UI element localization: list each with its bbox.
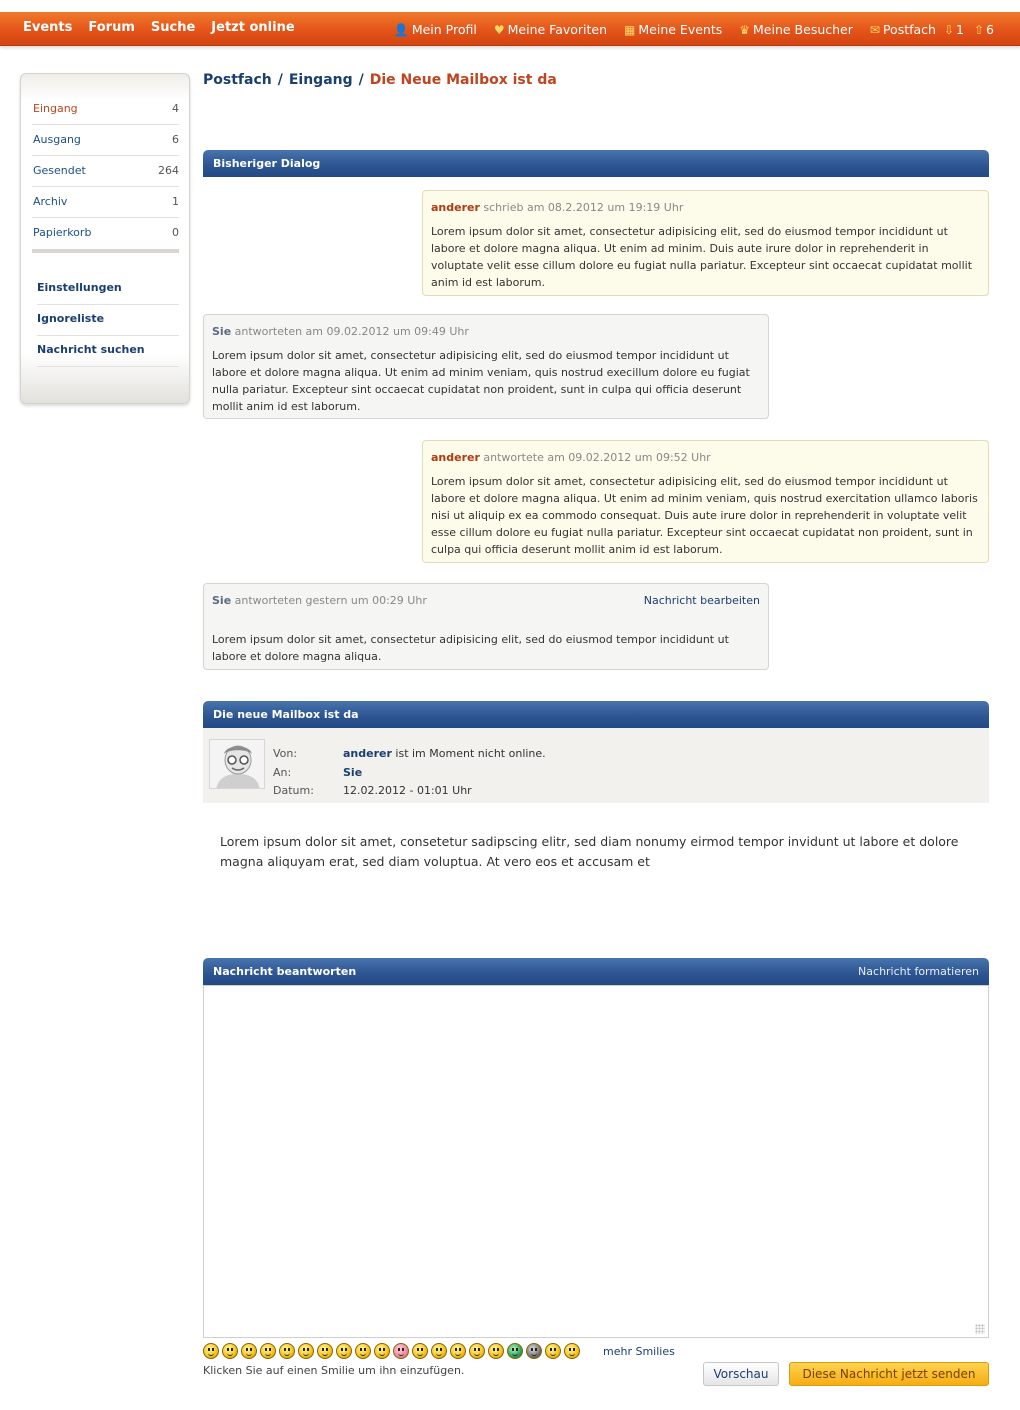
message-author[interactable]: anderer — [431, 451, 480, 464]
nav-label: Meine Besucher — [753, 22, 853, 37]
nav-suche[interactable]: Suche — [150, 20, 196, 35]
dialog-message — [422, 440, 989, 563]
message-details — [203, 728, 989, 803]
smiley-icon[interactable] — [336, 1343, 352, 1359]
avatar[interactable] — [209, 739, 265, 789]
message-body: Lorem ipsum dolor sit amet, consetetur sadipscing elitr, sed diam nonumy eirmod tempor invidunt ut labore et dolore magna aliquyam erat, sed diam voluptua. At vero eos et accusam et — [220, 834, 959, 869]
nav-meine-events[interactable] — [624, 22, 722, 37]
message-text: Lorem ipsum dolor sit amet, consectetur adipisicing elit, sed do eiusmod tempor incididunt ut labore et dolore magna aliqua. Ut enim ad minim veniam, quis nostrud execillum dolore eu fugiat nulla pariatur. Excepteur sint occaecat cupidatat non proident, sunt in culpa qui officia deserunt mollit anim id est laborum. — [212, 349, 750, 413]
link-ignoreliste[interactable]: Ignoreliste — [37, 305, 179, 336]
message-header-bar — [203, 701, 989, 728]
nav-jetzt-online[interactable]: Jetzt online — [211, 20, 295, 35]
counter-value: 6 — [986, 22, 994, 37]
nav-meine-besucher[interactable] — [739, 22, 853, 37]
message-header — [212, 323, 760, 340]
link-einstellungen[interactable]: Einstellungen — [37, 274, 179, 305]
folder-eingang[interactable] — [32, 94, 179, 125]
dialog-message — [203, 314, 769, 419]
smiley-icon[interactable] — [222, 1343, 238, 1359]
meta-row-to — [273, 764, 546, 783]
sidebar-divider — [32, 249, 179, 253]
nav-meine-favoriten[interactable] — [494, 22, 607, 37]
folder-count: 0 — [172, 226, 179, 239]
dialog-message — [203, 583, 769, 670]
smiley-icon[interactable] — [469, 1343, 485, 1359]
breadcrumb-eingang[interactable]: Eingang — [288, 72, 353, 88]
breadcrumb-separator: / — [358, 72, 364, 88]
message-header — [212, 592, 760, 609]
reply-header — [203, 958, 989, 985]
nav-events[interactable]: Events — [23, 20, 73, 35]
mail-icon: ✉ — [869, 22, 880, 37]
dialog-header — [203, 150, 989, 177]
folder-papierkorb[interactable] — [32, 218, 179, 249]
smiley-hint: Klicken Sie auf einen Smilie um ihn einzufügen. — [203, 1364, 465, 1377]
dialog-message — [422, 190, 989, 296]
folder-list — [32, 94, 179, 253]
folder-count: 4 — [172, 102, 179, 115]
folder-label: Archiv — [33, 195, 68, 208]
nav-mein-profil[interactable] — [394, 22, 477, 37]
smiley-icon[interactable] — [526, 1343, 542, 1359]
smiley-icon[interactable] — [507, 1343, 523, 1359]
sender-name[interactable]: anderer — [343, 747, 392, 760]
smiley-icon[interactable] — [488, 1343, 504, 1359]
to-label: An: — [273, 765, 292, 779]
recipient-name: Sie — [343, 765, 363, 779]
send-button[interactable]: Diese Nachricht jetzt senden — [789, 1362, 989, 1386]
smiley-icon[interactable] — [241, 1343, 257, 1359]
smiley-icon[interactable] — [317, 1343, 333, 1359]
heart-icon: ♥ — [493, 22, 505, 37]
smiley-icon[interactable] — [203, 1343, 219, 1359]
message-author: Sie — [212, 594, 232, 607]
top-navigation-bar — [0, 12, 1020, 46]
message-text: Lorem ipsum dolor sit amet, consectetur adipisicing elit, sed do eiusmod tempor incididunt ut labore et dolore magna aliqua. — [212, 633, 729, 663]
message-header — [431, 449, 980, 466]
message-author: Sie — [212, 325, 232, 338]
edit-message-link[interactable]: Nachricht bearbeiten — [643, 594, 760, 607]
nav-label: Meine Events — [638, 22, 723, 37]
message-text: Lorem ipsum dolor sit amet, consectetur adipisicing elit, sed do eiusmod tempor incididunt ut labore et dolore magna aliqua. Ut enim ad minim veniam, quis nostrud exercitation ullamco laboris nisi ut aliquip ex ea commodo consequat. Duis aute irure dolor in reprehenderit in voluptate velit esse cillum dolore eu fugiat nulla pariatur. Excepteur sint occaecat cupidatat non proident, sunt in culpa qui officia deserunt mollit anim id est laborum. — [431, 475, 978, 556]
message-title: Die neue Mailbox ist da — [213, 708, 359, 721]
avatar-image — [210, 740, 265, 789]
dialog-title: Bisheriger Dialog — [213, 157, 321, 170]
smiley-icon[interactable] — [431, 1343, 447, 1359]
meta-row-from — [273, 745, 546, 764]
message-meta: antworteten am 09.02.2012 um 09:49 Uhr — [234, 325, 469, 338]
message-header — [431, 199, 980, 216]
date-value: 12.02.2012 - 01:01 Uhr — [343, 784, 472, 797]
sender-status: ist im Moment nicht online. — [395, 747, 546, 760]
reply-title: Nachricht beantworten — [213, 965, 357, 978]
smiley-icon[interactable] — [260, 1343, 276, 1359]
format-message-link[interactable]: Nachricht formatieren — [858, 965, 979, 978]
user-icon: 👤 — [393, 22, 409, 37]
message-meta: antworteten gestern um 00:29 Uhr — [234, 594, 427, 607]
mail-counters — [944, 22, 994, 37]
folder-count: 264 — [158, 164, 179, 177]
main-nav — [23, 20, 295, 35]
more-smilies-link[interactable]: mehr Smilies — [603, 1345, 675, 1358]
meta-row-date — [273, 782, 546, 801]
mailbox-sidebar — [20, 73, 190, 404]
nav-postfach[interactable] — [870, 22, 936, 37]
nav-label: Postfach — [882, 22, 936, 37]
from-label: Von: — [273, 747, 298, 760]
smiley-icon[interactable] — [412, 1343, 428, 1359]
preview-button[interactable]: Vorschau — [703, 1362, 779, 1386]
folder-count: 6 — [172, 133, 179, 146]
download-icon: ⇩ — [943, 22, 955, 37]
breadcrumb-postfach[interactable]: Postfach — [203, 72, 272, 88]
folder-label: Ausgang — [33, 133, 81, 146]
smiley-bar — [203, 1343, 580, 1359]
nav-label: Mein Profil — [411, 22, 477, 37]
smiley-icon[interactable] — [298, 1343, 314, 1359]
folder-label: Papierkorb — [33, 226, 92, 239]
smiley-icon[interactable] — [545, 1343, 561, 1359]
folder-label: Gesendet — [33, 164, 86, 177]
message-text: Lorem ipsum dolor sit amet, consectetur adipisicing elit, sed do eiusmod tempor incididunt ut labore et dolore magna aliqua. Ut enim ad minim. Duis aute irure dolor in reprehenderit in voluptate velit esse cillum dolore eu fugiat nulla pariatur. Excepteur sint occaecat cupidatat mollit anim id est laborum. — [431, 225, 973, 289]
folder-ausgang[interactable] — [32, 125, 179, 156]
smiley-icon[interactable] — [564, 1343, 580, 1359]
smiley-icon[interactable] — [279, 1343, 295, 1359]
smiley-icon[interactable] — [355, 1343, 371, 1359]
resize-grip-icon[interactable] — [975, 1324, 985, 1334]
upload-counter[interactable] — [974, 22, 994, 37]
folder-archiv[interactable] — [32, 187, 179, 218]
user-nav — [394, 22, 994, 37]
breadcrumb-separator: / — [277, 72, 283, 88]
reply-textarea[interactable] — [203, 985, 989, 1338]
calendar-icon: ▦ — [624, 22, 636, 37]
breadcrumb-current: Die Neue Mailbox ist da — [369, 72, 557, 88]
message-author[interactable]: anderer — [431, 201, 480, 214]
message-meta: antwortete am 09.02.2012 um 09:52 Uhr — [483, 451, 711, 464]
sidebar-links — [37, 274, 179, 367]
date-label: Datum: — [273, 784, 314, 797]
upload-icon: ⇧ — [973, 22, 985, 37]
smiley-icon[interactable] — [393, 1343, 409, 1359]
counter-value: 1 — [956, 22, 964, 37]
folder-gesendet[interactable] — [32, 156, 179, 187]
message-meta: schrieb am 08.2.2012 um 19:19 Uhr — [483, 201, 684, 214]
download-counter[interactable] — [944, 22, 964, 37]
breadcrumb — [203, 72, 557, 88]
message-meta-table — [273, 745, 546, 801]
smiley-icon[interactable] — [450, 1343, 466, 1359]
folder-label: Eingang — [33, 102, 78, 115]
nav-label: Meine Favoriten — [507, 22, 608, 37]
link-nachricht-suchen[interactable]: Nachricht suchen — [37, 336, 179, 367]
nav-forum[interactable]: Forum — [88, 20, 135, 35]
smiley-icon[interactable] — [374, 1343, 390, 1359]
visitors-icon: ♛ — [739, 22, 751, 37]
folder-count: 1 — [172, 195, 179, 208]
